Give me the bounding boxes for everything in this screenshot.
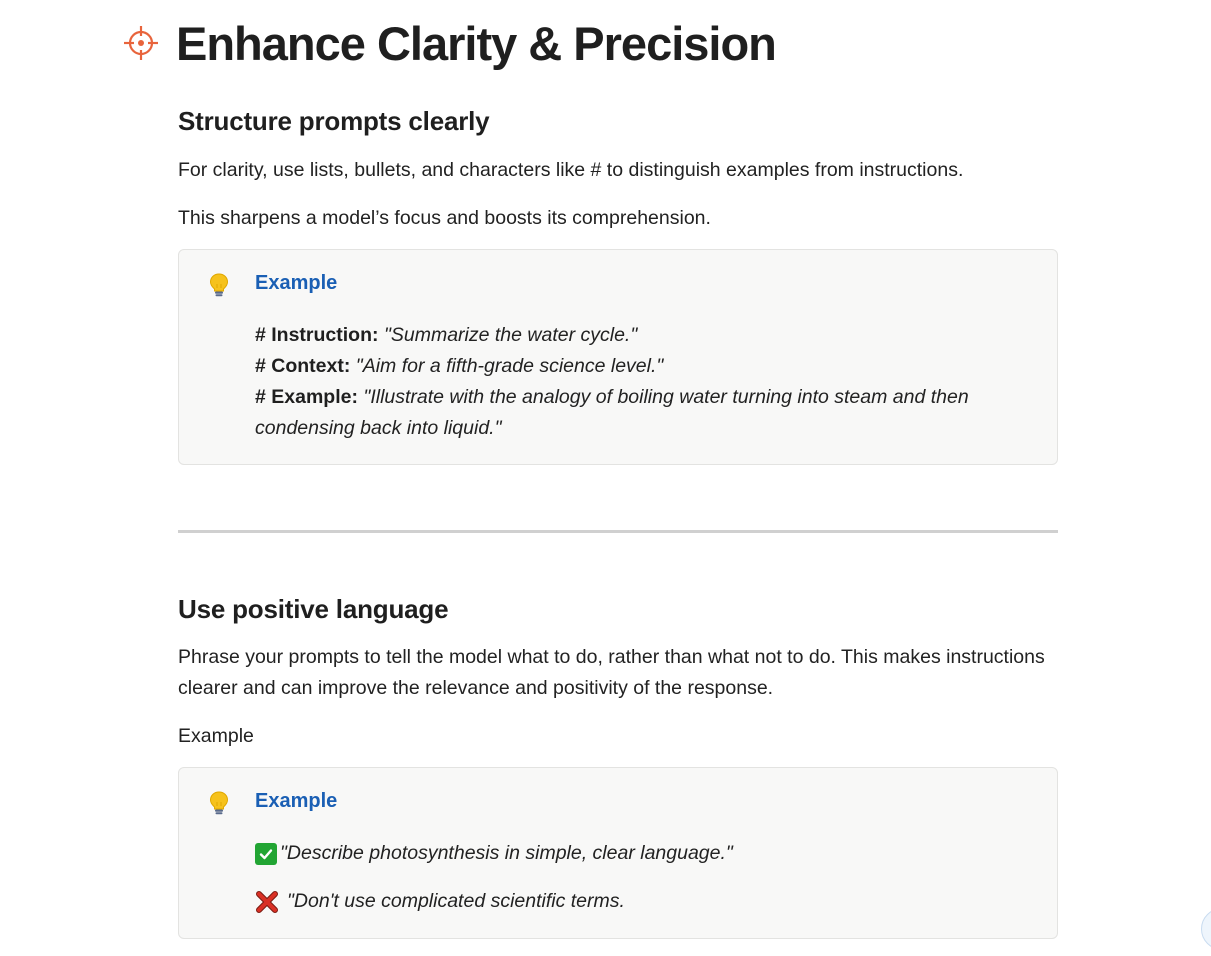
page-header: [122, 12, 776, 74]
example-callout-positive[interactable]: [178, 767, 1058, 939]
callout-line-good: "Describe photosynthesis in simple, clear language.": [255, 838, 1035, 869]
help-button[interactable]: [1201, 908, 1211, 950]
check-mark-icon: [255, 843, 277, 865]
crosshair-icon: [122, 24, 160, 62]
callout-title: Example: [255, 272, 338, 294]
lightbulb-icon: [208, 790, 230, 816]
section-heading-positive[interactable]: Use positive language: [178, 594, 449, 624]
paragraph-structure-1[interactable]: For clarity, use lists, bullets, and characters like # to distinguish examples from instructions.: [178, 159, 964, 181]
section-divider: [178, 530, 1058, 533]
cross-mark-icon: [255, 891, 279, 913]
callout-line-bad: "Don't use complicated scientific terms.: [255, 886, 1035, 917]
lightbulb-icon: [208, 272, 230, 298]
example-callout-structure[interactable]: [178, 249, 1058, 465]
callout-body: [255, 320, 1035, 444]
section-heading-structure[interactable]: Structure prompts clearly: [178, 106, 490, 136]
callout-line-context: # Context: "Aim for a fifth-grade science level.": [255, 355, 664, 377]
callout-line-example: # Example: "Illustrate with the analogy of boiling water turning into steam and then condensing back into liquid.": [255, 386, 969, 439]
paragraph-structure-2[interactable]: This sharpens a model’s focus and boosts its comprehension.: [178, 207, 711, 229]
page-title: Enhance Clarity & Precision: [176, 16, 776, 70]
callout-body: [255, 838, 1035, 917]
callout-title: Example: [255, 790, 338, 812]
paragraph-positive-1[interactable]: Phrase your prompts to tell the model what to do, rather than what not to do. This makes instructions clearer and can improve the relevance and positivity of the response.: [178, 646, 1045, 699]
callout-line-instruction: # Instruction: "Summarize the water cycle.": [255, 324, 638, 346]
paragraph-positive-2[interactable]: Example: [178, 725, 254, 747]
